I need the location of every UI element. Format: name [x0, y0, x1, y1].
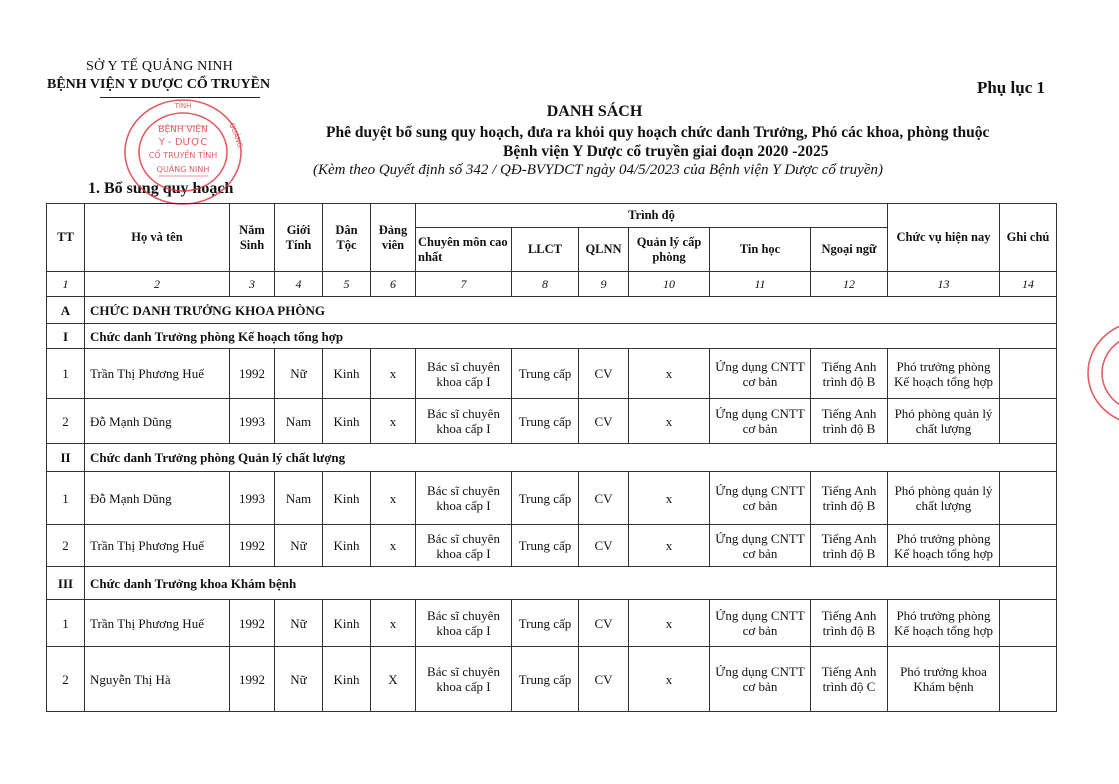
section-code: II: [47, 444, 85, 472]
col-number: 11: [710, 272, 811, 297]
cell-tt: 2: [47, 399, 85, 444]
cell-note: [1000, 349, 1057, 399]
cell-gender: Nam: [275, 399, 323, 444]
section-row: [47, 567, 1057, 600]
cell-qlnn: CV: [579, 525, 629, 567]
table-row: [47, 647, 1057, 712]
cell-name: Đỗ Mạnh Dũng: [85, 399, 230, 444]
column-number-row: [47, 272, 1057, 297]
cell-it: Ứng dụng CNTT cơ bản: [710, 525, 811, 567]
cell-llct: Trung cấp: [512, 472, 579, 525]
organization-name: SỞ Y TẾ QUẢNG NINH: [86, 59, 233, 74]
section-code: I: [47, 324, 85, 349]
cell-management: x: [629, 647, 710, 712]
cell-note: [1000, 472, 1057, 525]
cell-specialty: Bác sĩ chuyên khoa cấp I: [416, 647, 512, 712]
col-it: Tin học: [710, 228, 811, 272]
table-row: [47, 525, 1057, 567]
cell-ethnic: Kinh: [323, 399, 371, 444]
cell-tt: 2: [47, 525, 85, 567]
section-label: Chức danh Trưởng khoa Khám bệnh: [85, 567, 1057, 600]
cell-name: Đỗ Mạnh Dũng: [85, 472, 230, 525]
official-seal: [120, 96, 246, 208]
cell-ethnic: Kinh: [323, 600, 371, 647]
cell-language: Tiếng Anh trình độ B: [811, 349, 888, 399]
cell-gender: Nữ: [275, 525, 323, 567]
cell-it: Ứng dụng CNTT cơ bản: [710, 472, 811, 525]
cell-party: x: [371, 525, 416, 567]
document-subtitle-line1: Phê duyệt bổ sung quy hoạch, đưa ra khỏi quy hoạch chức danh Trưởng, Phó các khoa, phòng thuộc: [326, 124, 990, 141]
cell-specialty: Bác sĩ chuyên khoa cấp I: [416, 399, 512, 444]
col-gender: Giới Tính: [275, 204, 323, 272]
cell-specialty: Bác sĩ chuyên khoa cấp I: [416, 349, 512, 399]
cell-gender: Nữ: [275, 600, 323, 647]
cell-party: x: [371, 399, 416, 444]
cell-name: Trần Thị Phương Huế: [85, 349, 230, 399]
col-name: Họ và tên: [85, 204, 230, 272]
cell-specialty: Bác sĩ chuyên khoa cấp I: [416, 600, 512, 647]
cell-llct: Trung cấp: [512, 647, 579, 712]
col-number: 8: [512, 272, 579, 297]
col-year: Năm Sinh: [230, 204, 275, 272]
seal-line4: QUẢNG NINH: [156, 165, 210, 174]
col-number: 14: [1000, 272, 1057, 297]
cell-ethnic: Kinh: [323, 349, 371, 399]
cell-position: Phó trưởng khoa Khám bệnh: [888, 647, 1000, 712]
group-label: CHỨC DANH TRƯỞNG KHOA PHÒNG: [85, 297, 1057, 324]
cell-party: X: [371, 647, 416, 712]
group-code: A: [47, 297, 85, 324]
cell-tt: 1: [47, 600, 85, 647]
cell-qlnn: CV: [579, 399, 629, 444]
table-row: [47, 600, 1057, 647]
cell-tt: 1: [47, 349, 85, 399]
cell-language: Tiếng Anh trình độ B: [811, 399, 888, 444]
cell-position: Phó phòng quản lý chất lượng: [888, 399, 1000, 444]
col-position: Chức vụ hiện nay: [888, 204, 1000, 272]
cell-year: 1993: [230, 472, 275, 525]
table-row: [47, 472, 1057, 525]
cell-it: Ứng dụng CNTT cơ bản: [710, 647, 811, 712]
col-number: 9: [579, 272, 629, 297]
cell-position: Phó trưởng phòng Kế hoạch tổng hợp: [888, 525, 1000, 567]
cell-year: 1992: [230, 647, 275, 712]
cell-name: Trần Thị Phương Huế: [85, 525, 230, 567]
col-note: Ghi chú: [1000, 204, 1057, 272]
cell-year: 1992: [230, 600, 275, 647]
cell-year: 1993: [230, 399, 275, 444]
appendix-label: Phụ lục 1: [976, 78, 1045, 97]
decision-note: (Kèm theo Quyết định số 342 / QĐ-BVYDCT ngày 04/5/2023 của Bệnh viện Y Dược cổ truyền): [313, 162, 883, 178]
cell-note: [1000, 600, 1057, 647]
col-number: 12: [811, 272, 888, 297]
seal-ring-text: QUẢNG: [227, 121, 245, 149]
hospital-name: BỆNH VIỆN Y DƯỢC CỔ TRUYỀN: [47, 77, 271, 92]
cell-language: Tiếng Anh trình độ B: [811, 472, 888, 525]
cell-language: Tiếng Anh trình độ B: [811, 525, 888, 567]
cell-tt: 2: [47, 647, 85, 712]
cell-llct: Trung cấp: [512, 600, 579, 647]
cell-qlnn: CV: [579, 472, 629, 525]
cell-year: 1992: [230, 349, 275, 399]
col-llct: LLCT: [512, 228, 579, 272]
section-row: [47, 444, 1057, 472]
seal-top-text: TỈNH: [174, 102, 192, 110]
cell-party: x: [371, 600, 416, 647]
cell-gender: Nữ: [275, 349, 323, 399]
cell-it: Ứng dụng CNTT cơ bản: [710, 600, 811, 647]
cell-name: Nguyễn Thị Hà: [85, 647, 230, 712]
section-label: Chức danh Trưởng phòng Kế hoạch tổng hợp: [85, 324, 1057, 349]
cell-llct: Trung cấp: [512, 399, 579, 444]
section-code: III: [47, 567, 85, 600]
cell-it: Ứng dụng CNTT cơ bản: [710, 399, 811, 444]
seal-line1: BỆNH VIỆN: [158, 125, 208, 135]
document-subtitle-line2: Bệnh viện Y Dược cổ truyền giai đoạn 2020 -2025: [503, 143, 829, 160]
cell-note: [1000, 525, 1057, 567]
cell-language: Tiếng Anh trình độ C: [811, 647, 888, 712]
table-row: [47, 349, 1057, 399]
cell-management: x: [629, 525, 710, 567]
col-qualification-group: Trình độ: [416, 204, 888, 228]
col-number: 1: [47, 272, 85, 297]
cell-tt: 1: [47, 472, 85, 525]
partial-seal-edge: [1082, 318, 1119, 428]
cell-specialty: Bác sĩ chuyên khoa cấp I: [416, 472, 512, 525]
cell-qlnn: CV: [579, 600, 629, 647]
col-number: 3: [230, 272, 275, 297]
cell-management: x: [629, 472, 710, 525]
col-number: 5: [323, 272, 371, 297]
col-number: 10: [629, 272, 710, 297]
col-number: 13: [888, 272, 1000, 297]
cell-year: 1992: [230, 525, 275, 567]
seal-line2: Y - DƯỢC: [158, 137, 208, 148]
section-row: [47, 324, 1057, 349]
group-row: [47, 297, 1057, 324]
cell-party: x: [371, 472, 416, 525]
cell-ethnic: Kinh: [323, 525, 371, 567]
candidate-table: [46, 203, 1057, 712]
cell-note: [1000, 399, 1057, 444]
cell-management: x: [629, 399, 710, 444]
cell-qlnn: CV: [579, 349, 629, 399]
cell-qlnn: CV: [579, 647, 629, 712]
cell-position: Phó trưởng phòng Kế hoạch tổng hợp: [888, 600, 1000, 647]
table-row: [47, 399, 1057, 444]
col-number: 6: [371, 272, 416, 297]
cell-ethnic: Kinh: [323, 647, 371, 712]
cell-llct: Trung cấp: [512, 525, 579, 567]
cell-it: Ứng dụng CNTT cơ bản: [710, 349, 811, 399]
cell-party: x: [371, 349, 416, 399]
document-title: DANH SÁCH: [546, 103, 643, 120]
col-tt: TT: [47, 204, 85, 272]
cell-language: Tiếng Anh trình độ B: [811, 600, 888, 647]
header-row: [47, 204, 1057, 228]
col-language: Ngoại ngữ: [811, 228, 888, 272]
col-number: 7: [416, 272, 512, 297]
cell-name: Trần Thị Phương Huế: [85, 600, 230, 647]
cell-position: Phó phòng quản lý chất lượng: [888, 472, 1000, 525]
cell-gender: Nữ: [275, 647, 323, 712]
cell-management: x: [629, 600, 710, 647]
cell-ethnic: Kinh: [323, 472, 371, 525]
section-label: Chức danh Trưởng phòng Quản lý chất lượng: [85, 444, 1057, 472]
cell-note: [1000, 647, 1057, 712]
col-qlnn: QLNN: [579, 228, 629, 272]
section-title: 1. Bổ sung quy hoạch: [88, 180, 234, 197]
seal-line3: CỔ TRUYỀN TỈNH: [148, 151, 218, 160]
cell-specialty: Bác sĩ chuyên khoa cấp I: [416, 525, 512, 567]
cell-position: Phó trưởng phòng Kế hoạch tổng hợp: [888, 349, 1000, 399]
cell-llct: Trung cấp: [512, 349, 579, 399]
cell-management: x: [629, 349, 710, 399]
col-management: Quản lý cấp phòng: [629, 228, 710, 272]
cell-gender: Nam: [275, 472, 323, 525]
col-party: Đảng viên: [371, 204, 416, 272]
col-ethnic: Dân Tộc: [323, 204, 371, 272]
col-number: 4: [275, 272, 323, 297]
col-number: 2: [85, 272, 230, 297]
col-specialty: Chuyên môn cao nhất: [416, 228, 512, 272]
